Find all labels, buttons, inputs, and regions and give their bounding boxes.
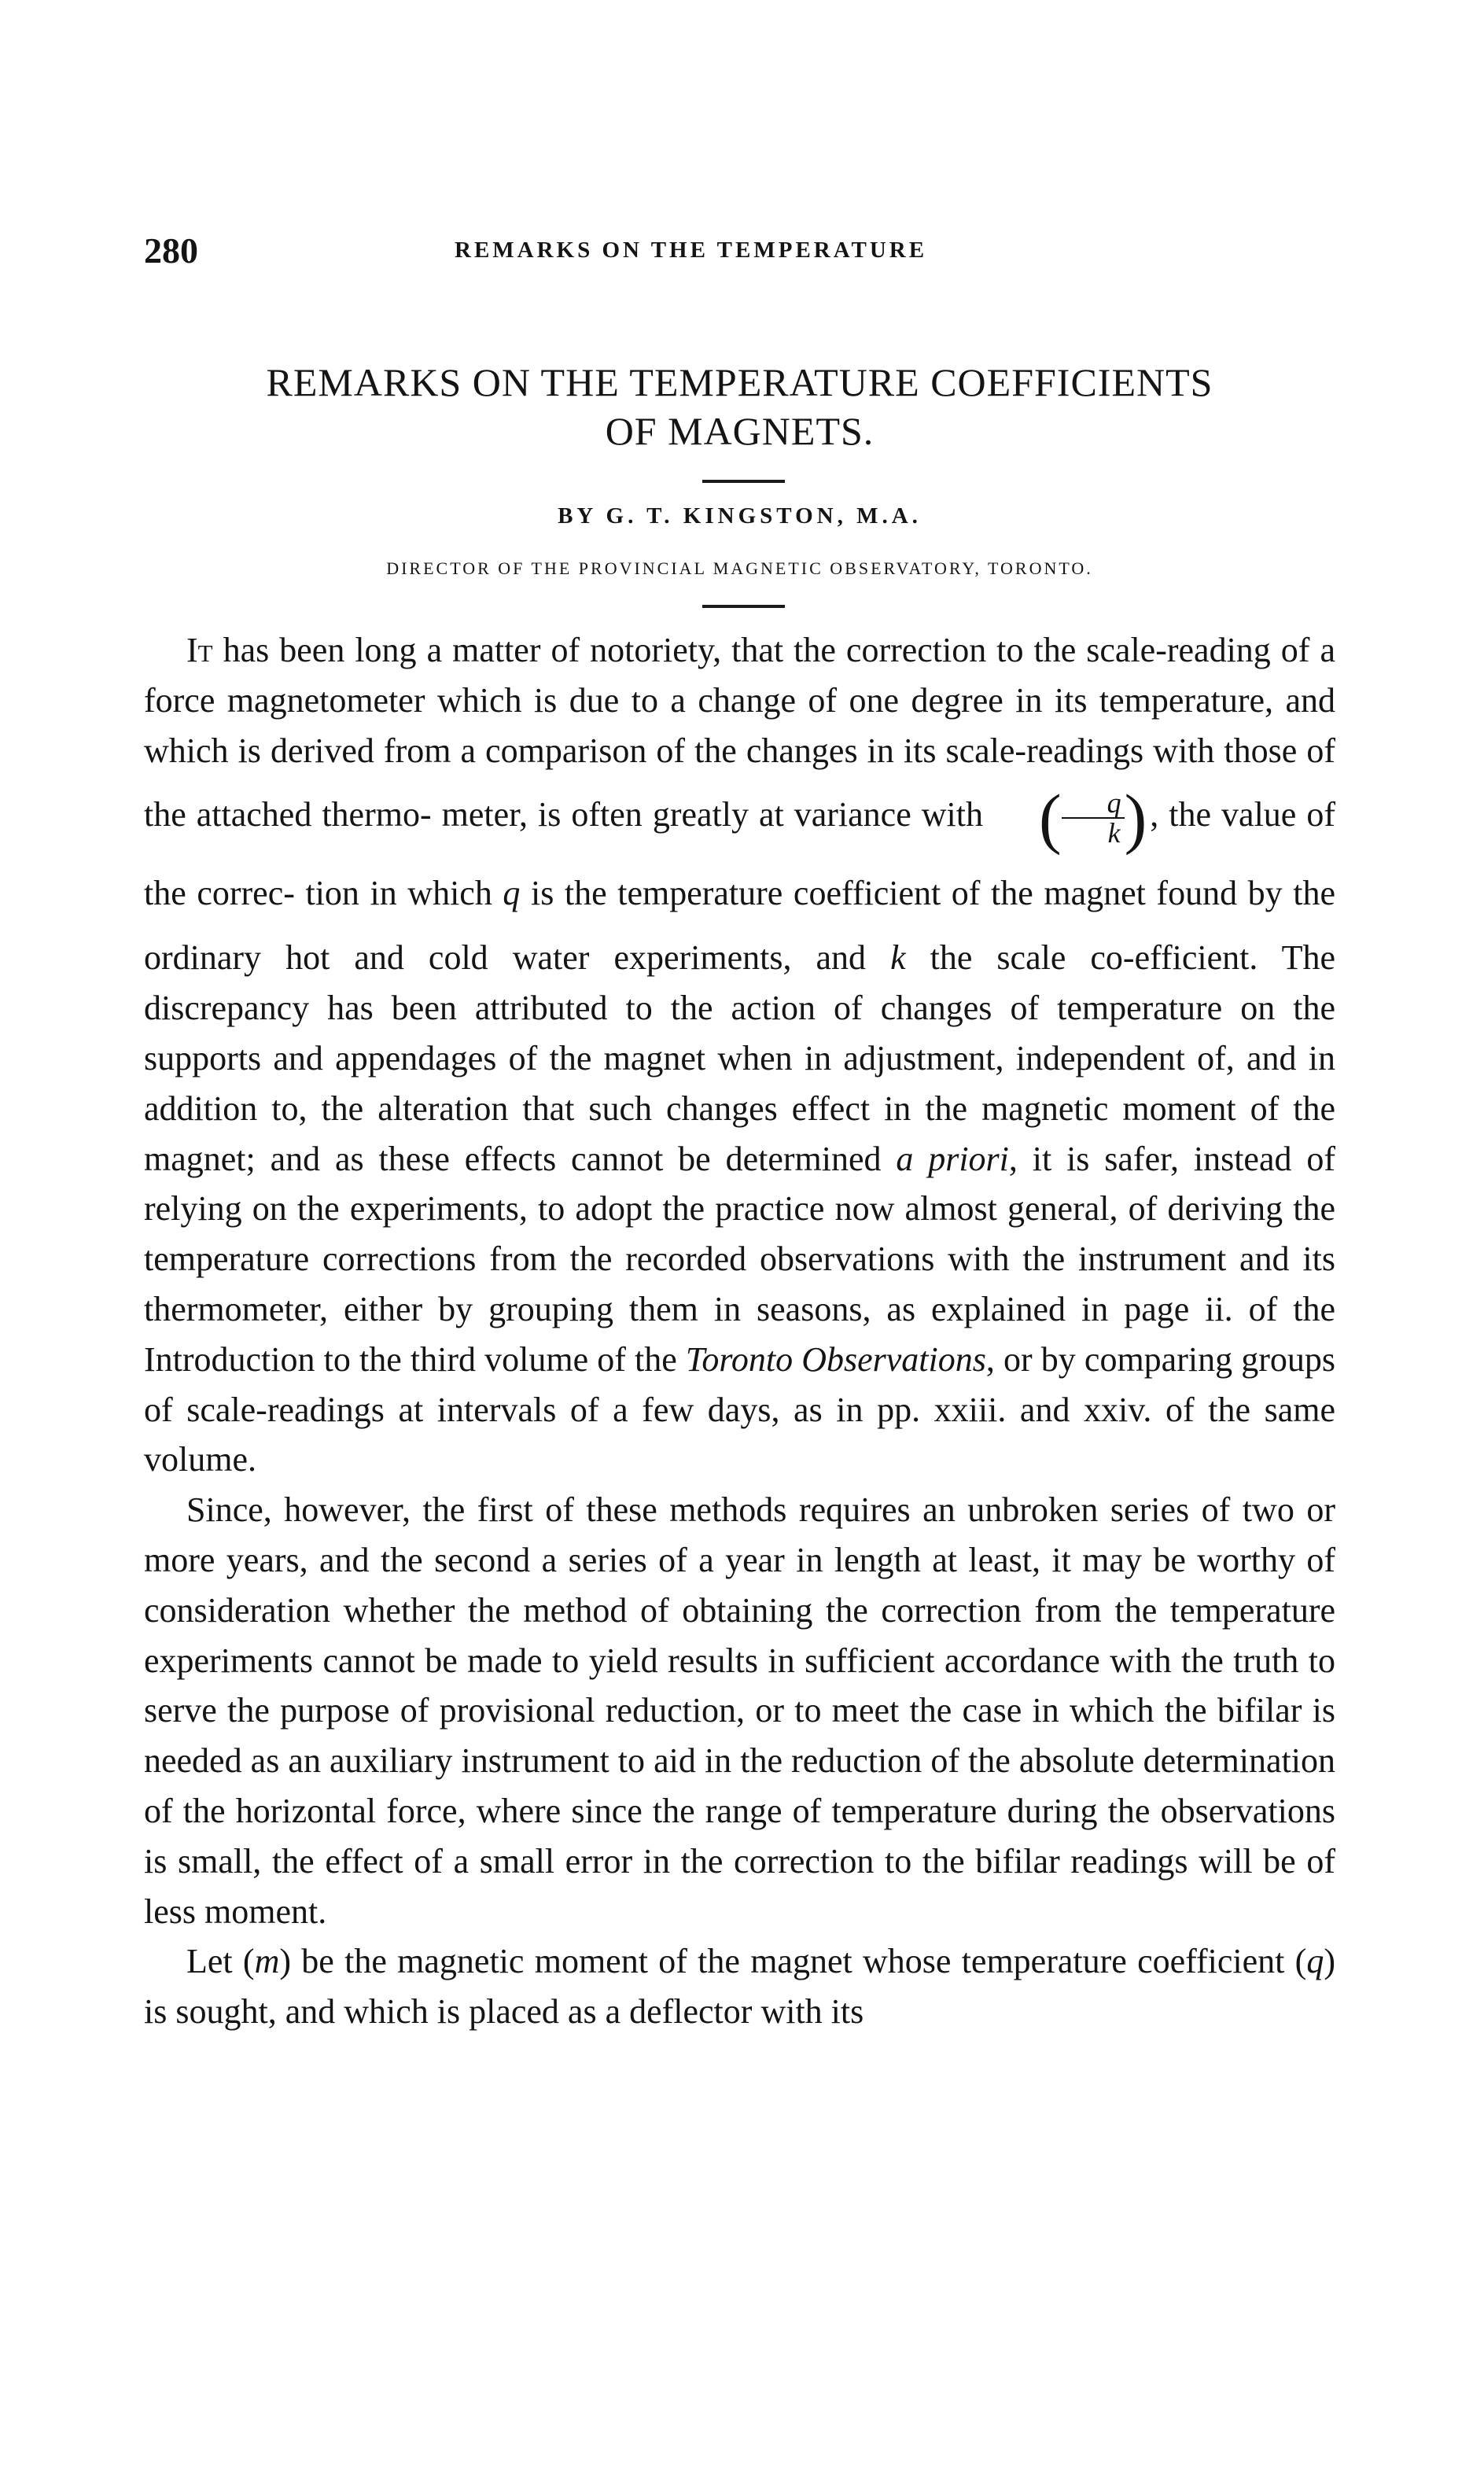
paragraph-1-text-b: meter, is often greatly at variance with (441, 795, 993, 834)
author-byline: BY G. T. KINGSTON, M.A. (558, 503, 922, 529)
running-head (144, 230, 1335, 277)
title-divider (702, 480, 785, 483)
paragraph-1 (144, 625, 1335, 1485)
byline-divider (702, 605, 785, 608)
paragraph-1-text-f: the scale co-efficient. The discrepancy has been attributed to the action of changes of temperature on the supports and appendages of the magnet when in adjustment, independent of, and in addition to, the alteration that such changes effect in the magnetic moment of the magnet; and as these effects cannot be determined (144, 938, 1335, 1178)
paragraph-1-text-a: has been long a matter of notoriety, that the correction to the scale-reading of a force magnetometer which is due to a change of one degree in its temperature, and which is derived from a comparison of the changes in its scale-readings with those of the attached thermo- (144, 631, 1335, 834)
running-title: REMARKS ON THE TEMPERATURE (455, 238, 928, 263)
paragraph-3-text-c: ) is sought, and which is placed as a deflector with its (144, 1942, 1335, 2032)
article-title-line-1: REMARKS ON THE TEMPERATURE COEFFICIENTS (266, 360, 1213, 404)
formula-close-paren: ) (1124, 780, 1147, 857)
variable-k: k (890, 938, 906, 978)
article-title (144, 358, 1335, 455)
paragraph-1-text-g: , it is safer, instead of relying on the experiments, to adopt the practice now almost general, of deriving the temperature corrections from the recorded observations with the instrument and its thermometer, either by grouping them in seasons, as explained in page ii. of the Introduction to the third volume of the (144, 1139, 1335, 1379)
q-over-k-formula (993, 780, 1150, 857)
formula-numerator: q (1062, 789, 1125, 819)
variable-m: m (254, 1942, 280, 1981)
formula-open-paren: ( (1039, 780, 1062, 857)
paragraph-3 (144, 1936, 1335, 2037)
paragraph-3-text-b: ) be the magnetic moment of the magnet whose temperature coefficient ( (279, 1942, 1307, 1981)
author-affiliation: DIRECTOR OF THE PROVINCIAL MAGNETIC OBSERVATORY, TORONTO. (386, 558, 1093, 578)
toronto-observations-title: Toronto Observations (685, 1339, 986, 1379)
article-body (144, 625, 1335, 2037)
formula-denominator: k (1107, 817, 1121, 849)
paragraph-opening-word: It (186, 631, 213, 669)
paragraph-2: Since, however, the first of these methods requires an unbroken series of two or more years, and the second a series of a year in length at least, it may be worthy of consideration whether the method of obtaining the correction from the temperature experiments cannot be made to yield results in sufficient accordance with the truth to serve the purpose of provisional reduction, or to meet the case in which the bifilar is needed as an auxiliary instrument to aid in the reduction of the absolute determination of the horizontal force, where since the range of temperature during the observations is small, the effect of a small error in the correction to the bifilar readings will be of less moment. (144, 1490, 1335, 1931)
formula-fraction (1062, 789, 1125, 847)
page-number: 280 (144, 230, 198, 271)
variable-q-2: q (1306, 1942, 1324, 1981)
paragraph-3-text-a: Let ( (186, 1942, 255, 1981)
variable-q: q (503, 874, 521, 913)
a-priori-phrase: a priori (896, 1139, 1009, 1178)
paragraph-1-text-e: is the temperature coefficient of the magnet found by the ordinary hot and cold water experiments, and (144, 874, 1335, 978)
article-title-line-2: OF MAGNETS. (605, 409, 875, 453)
paragraph-1-text-d: tion in which (305, 874, 503, 913)
paragraph-1-text-c: , the value of the correc- (144, 795, 1335, 913)
paragraph-1-text-h: , or by comparing groups of scale-readings at intervals of a few days, as in pp. xxiii. and xxiv. of the same volume. (144, 1339, 1335, 1479)
